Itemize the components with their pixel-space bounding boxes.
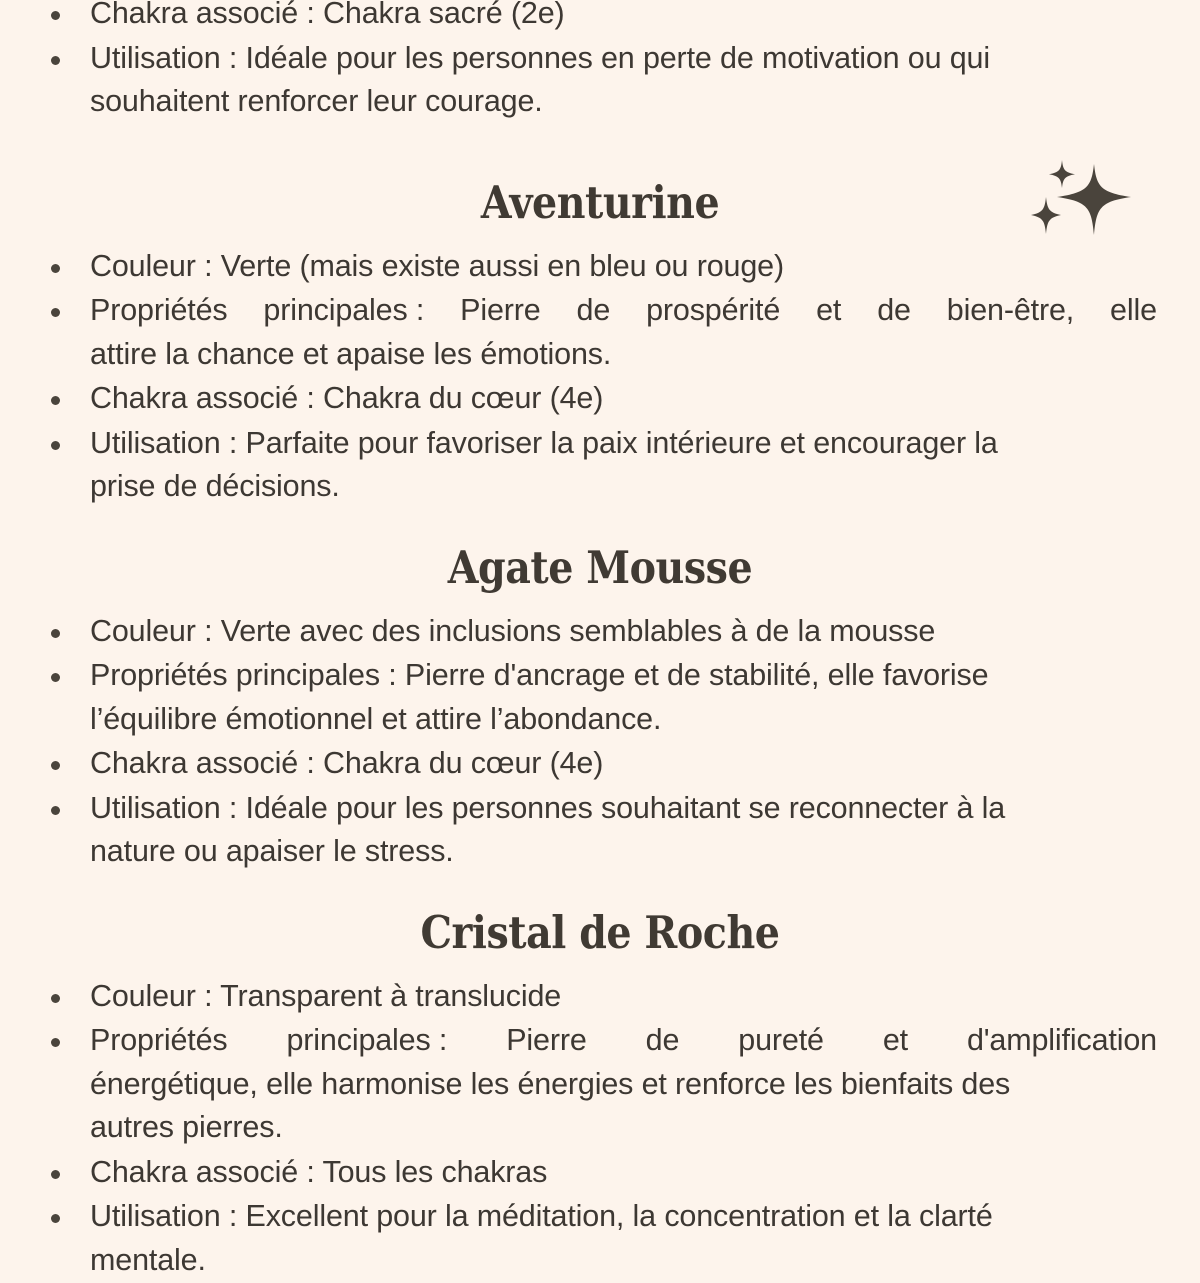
word: prospérité [646,293,781,327]
word: et [882,1023,908,1057]
list-item [0,245,1200,289]
text-line-justified [90,289,1157,333]
text-line: prise de décisions. [90,469,340,503]
text-line: nature ou apaiser le stress. [90,834,454,868]
list-item [0,1195,1200,1282]
bullet-list-aventurine [0,245,1200,509]
text-line: Couleur : Verte (mais existe aussi en bleu ou rouge) [90,248,784,283]
text-line: Utilisation : Parfaite pour favoriser la paix intérieure et encourager la [90,425,998,460]
word: elle [1110,293,1157,327]
list-item [0,377,1200,421]
word: Propriétés [90,293,228,327]
word: d'amplification [966,1023,1157,1057]
list-item [0,289,1200,376]
section-heading-aventurine: Aventurine [480,175,720,229]
list-item [0,975,1200,1019]
section-heading-cristal-de-roche: Cristal de Roche [420,905,780,959]
bullet-list-top-fragment [0,0,1200,124]
list-item [0,422,1200,509]
word: et [816,293,842,327]
text-line: mentale. [90,1242,206,1277]
word: principales : [286,1023,448,1057]
text-line: Couleur : Transparent à translucide [90,978,562,1013]
text-line: Utilisation : Idéale pour les personnes souhaitant se reconnecter à la [90,790,1006,825]
text-line: Chakra associé : Chakra sacré (2e) [90,0,565,30]
text-line: Chakra associé : Chakra du cœur (4e) [90,746,604,780]
text-line: Propriétés principales : Pierre d'ancrage et de stabilité, elle favorise [90,658,989,692]
text-line: l’équilibre émotionnel et attire l’abondance. [90,701,662,736]
text-line: attire la chance et apaise les émotions. [90,336,612,371]
list-item [0,787,1200,874]
word: pureté [738,1023,824,1057]
text-line: souhaitent renforcer leur courage. [90,84,543,118]
word: de [877,293,911,327]
list-item [0,1019,1200,1150]
list-item [0,610,1200,654]
list-item [0,0,1200,36]
word: Pierre [460,293,541,327]
text-line: Utilisation : Excellent pour la méditation, la concentration et la clarté [90,1199,993,1233]
list-item [0,1151,1200,1195]
text-line-justified [90,1019,1157,1063]
text-line: Utilisation : Idéale pour les personnes en perte de motivation ou qui [90,40,990,75]
word: Propriétés [90,1023,228,1057]
word: principales : [263,293,425,327]
section-heading-agate-mousse: Agate Mousse [447,540,753,594]
word: de [645,1023,680,1057]
bullet-list-cristal-de-roche [0,975,1200,1283]
list-item [0,742,1200,786]
text-line: Chakra associé : Chakra du cœur (4e) [90,381,604,415]
text-line: Couleur : Verte avec des inclusions semblables à de la mousse [90,613,936,648]
text-line: énergétique, elle harmonise les énergies et renforce les bienfaits des [90,1066,1011,1101]
word: de [576,293,611,327]
word: Pierre [506,1023,587,1057]
text-line: Chakra associé : Tous les chakras [90,1154,548,1189]
list-item [0,37,1200,124]
list-item [0,654,1200,741]
word: bien-être, [946,293,1075,327]
bullet-list-agate-mousse [0,610,1200,874]
text-line: autres pierres. [90,1110,283,1144]
